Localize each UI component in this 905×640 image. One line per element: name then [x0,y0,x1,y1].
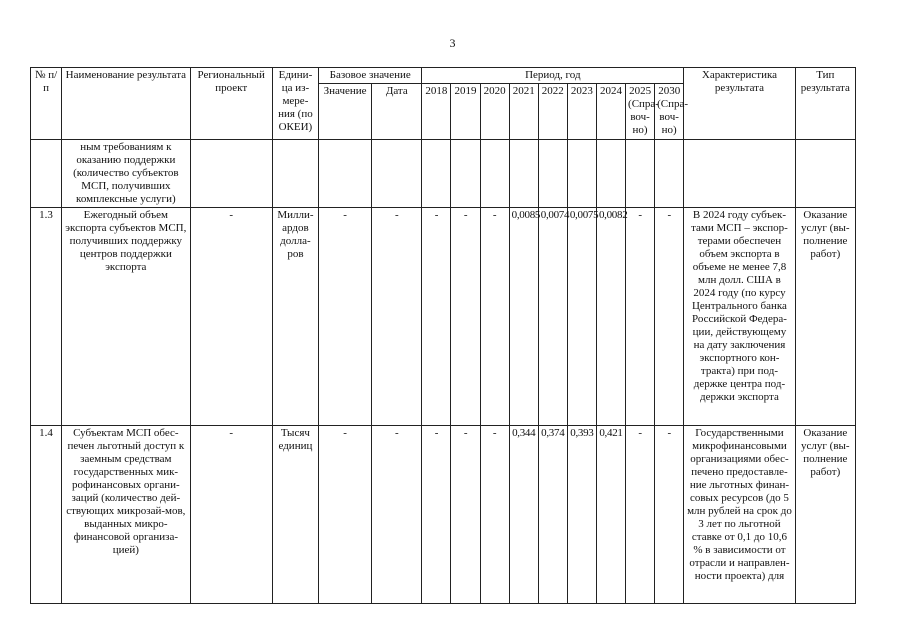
page-number: 3 [449,36,456,50]
header-year-2024: 2024 [596,84,625,140]
row-year-2022: 0,374 [538,426,567,604]
header-num: № п/п [31,68,62,140]
row-year-2021 [509,140,538,208]
row-type: Оказание услуг (вы-полнение работ) [795,426,855,604]
row-base-date [372,140,422,208]
header-base-date: Дата [372,84,422,140]
row-year-2025: - [626,426,655,604]
row-year-2021: 0,344 [509,426,538,604]
row-year-2018: - [422,208,451,426]
row-base-value [319,140,372,208]
row-year-2022 [538,140,567,208]
header-name: Наименование результата [62,68,190,140]
table-row [31,426,856,604]
header-year-2023: 2023 [567,84,596,140]
row-base-value: - [319,208,372,426]
row-year-2020: - [480,426,509,604]
row-year-2019 [451,140,480,208]
row-name: Субъектам МСП обес-печен льготный доступ к заемным средствам государственных мик-рофинансовых органи-заций (количество дей-ствующих микрозай-мов, выданных микро-финансовой организа-цией) [62,426,190,604]
header-project: Региональный проект [190,68,272,140]
header-year-2025: 2025 (Спра-воч-но) [626,84,655,140]
row-num: 1.3 [31,208,62,426]
row-characteristic: Государственными микрофинансовыми организациями обес-печено предоставле-ние льготных финан-совых ресурсов (до 5 млн рублей на срок до 3 лет по льготной ставке от 0,1 до 10,6 % в зависимости от отрасли и направлен-ности проекта) для [684,426,795,604]
header-year-2019: 2019 [451,84,480,140]
row-type: Оказание услуг (вы-полнение работ) [795,208,855,426]
row-type [795,140,855,208]
row-year-2025: - [626,208,655,426]
row-year-2022: 0,0074 [538,208,567,426]
header-year-2022: 2022 [538,84,567,140]
row-unit: Тысяч единиц [272,426,318,604]
header-year-2020: 2020 [480,84,509,140]
row-project [190,140,272,208]
row-year-2030: - [655,426,684,604]
table-row [31,140,856,208]
row-name: ным требованиям к оказанию поддержки (количество субъектов МСП, получивших комплексные услуги) [62,140,190,208]
table-header [31,68,856,140]
row-characteristic: В 2024 году субъек-тами МСП – экспор-терами обеспечен объем экспорта в объеме не менее 7,8 млн долл. США в 2024 году (по курсу Центрального банка Российской Федера-ции, действующему на дату заключения экспортного кон-тракта) при под-держке центра под-держки экспорта [684,208,795,426]
row-year-2024: 0,0082 [596,208,625,426]
row-base-value: - [319,426,372,604]
row-year-2019: - [451,426,480,604]
row-year-2019: - [451,208,480,426]
row-name: Ежегодный объем экспорта субъектов МСП, получивших поддержку центров поддержки экспорта [62,208,190,426]
header-year-2030: 2030 (Спра-воч-но) [655,84,684,140]
row-year-2023: 0,393 [567,426,596,604]
row-characteristic [684,140,795,208]
row-year-2024: 0,421 [596,426,625,604]
row-base-date: - [372,426,422,604]
row-year-2025 [626,140,655,208]
row-project: - [190,208,272,426]
row-base-date: - [372,208,422,426]
row-year-2030: - [655,208,684,426]
row-year-2021: 0,0085 [509,208,538,426]
row-year-2030 [655,140,684,208]
results-table [30,67,856,604]
header-characteristic: Характеристика результата [684,68,795,140]
row-year-2020 [480,140,509,208]
row-year-2024 [596,140,625,208]
row-unit: Милли-ардов долла-ров [272,208,318,426]
row-project: - [190,426,272,604]
row-year-2018 [422,140,451,208]
row-num [31,140,62,208]
header-year-2018: 2018 [422,84,451,140]
header-unit: Едини-ца из-мере-ния (по ОКЕИ) [272,68,318,140]
row-year-2023: 0,0075 [567,208,596,426]
row-year-2018: - [422,426,451,604]
header-base: Базовое значение [319,68,422,84]
header-year-2021: 2021 [509,84,538,140]
row-num: 1.4 [31,426,62,604]
header-base-value: Значение [319,84,372,140]
header-period: Период, год [422,68,684,84]
header-type: Тип результата [795,68,855,140]
row-year-2023 [567,140,596,208]
table-row [31,208,856,426]
row-unit [272,140,318,208]
row-year-2020: - [480,208,509,426]
